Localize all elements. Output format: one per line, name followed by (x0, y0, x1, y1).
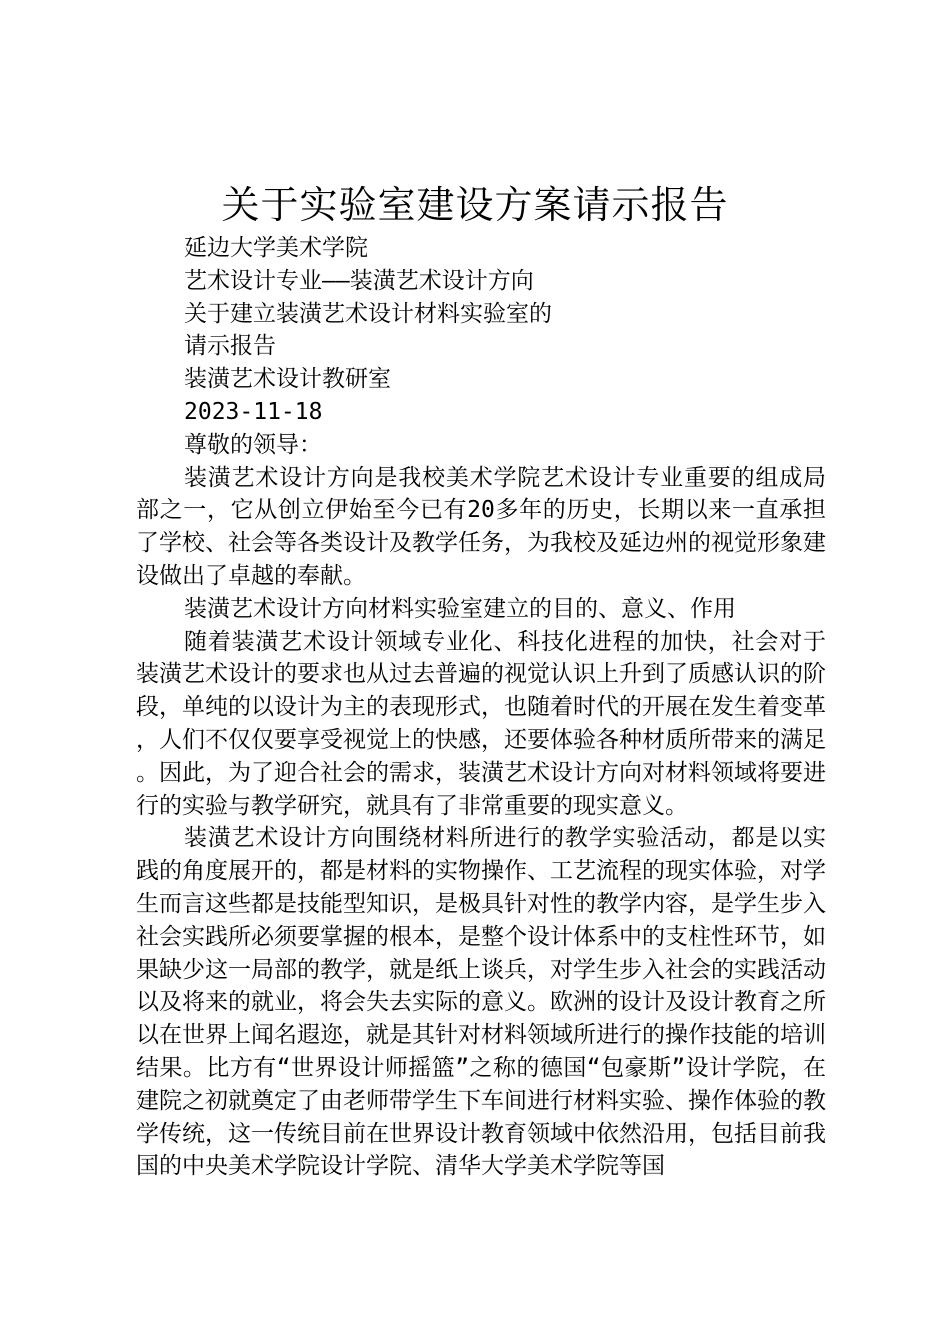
header-line-major: 艺术设计专业——装潢艺术设计方向 (184, 267, 534, 294)
paragraph-significance: 随着装潢艺术设计领域专业化、科技化进程的加快，社会对于装潢艺术设计的要求也从过去普遍的视觉认识上升到了质感认识的阶段，单纯的以设计为主的表现形式，也随着时代的开展在发生着变革，人们不仅仅要享受视觉上的快感，还要体验各种材质所带来的满足。因此，为了迎合社会的需求，装潢艺术设计方向对材料领域将要进行的实验与教学研究，就具有了非常重要的现实意义。 (136, 628, 826, 819)
header-line-date: 2023-11-18 (184, 398, 323, 425)
salutation: 尊敬的领导： (184, 431, 322, 458)
header-line-subject: 关于建立装潢艺术设计材料实验室的 (184, 300, 552, 327)
header-line-department: 装潢艺术设计教研室 (184, 366, 391, 393)
document-title: 关于实验室建设方案请示报告 (221, 183, 729, 227)
document-body (136, 232, 826, 1183)
header-line-report: 请示报告 (184, 333, 276, 360)
paragraph-practice: 装潢艺术设计方向围绕材料所进行的教学实验活动，都是以实践的角度展开的，都是材料的实物操作、工艺流程的现实体验，对学生而言这些都是技能型知识，是极具针对性的教学内容，是学生步入社会实践所必须要掌握的根本，是整个设计体系中的支柱性环节，如果缺少这一局部的教学，就是纸上谈兵，对学生步入社会的实践活动以及将来的就业，将会失去实际的意义。欧洲的设计及设计教育之所以在世界上闻名遐迩，就是其针对材料领域所进行的操作技能的培训结果。比方有“世界设计师摇篮”之称的德国“包豪斯”设计学院，在建院之初就奠定了由老师带学生下车间进行材料实验、操作体验的教学传统，这一传统目前在世界设计教育领域中依然沿用，包括目前我国的中央美术学院设计学院、清华大学美术学院等国 (136, 825, 826, 1180)
section-heading: 装潢艺术设计方向材料实验室建立的目的、意义、作用 (184, 595, 736, 622)
paragraph-introduction: 装潢艺术设计方向是我校美术学院艺术设计专业重要的组成局部之一，它从创立伊始至今已有20多年的历史，长期以来一直承担了学校、社会等各类设计及教学任务，为我校及延边州的视觉形象建设做出了卓越的奉献。 (136, 464, 826, 589)
header-line-school: 延边大学美术学院 (184, 235, 368, 261)
